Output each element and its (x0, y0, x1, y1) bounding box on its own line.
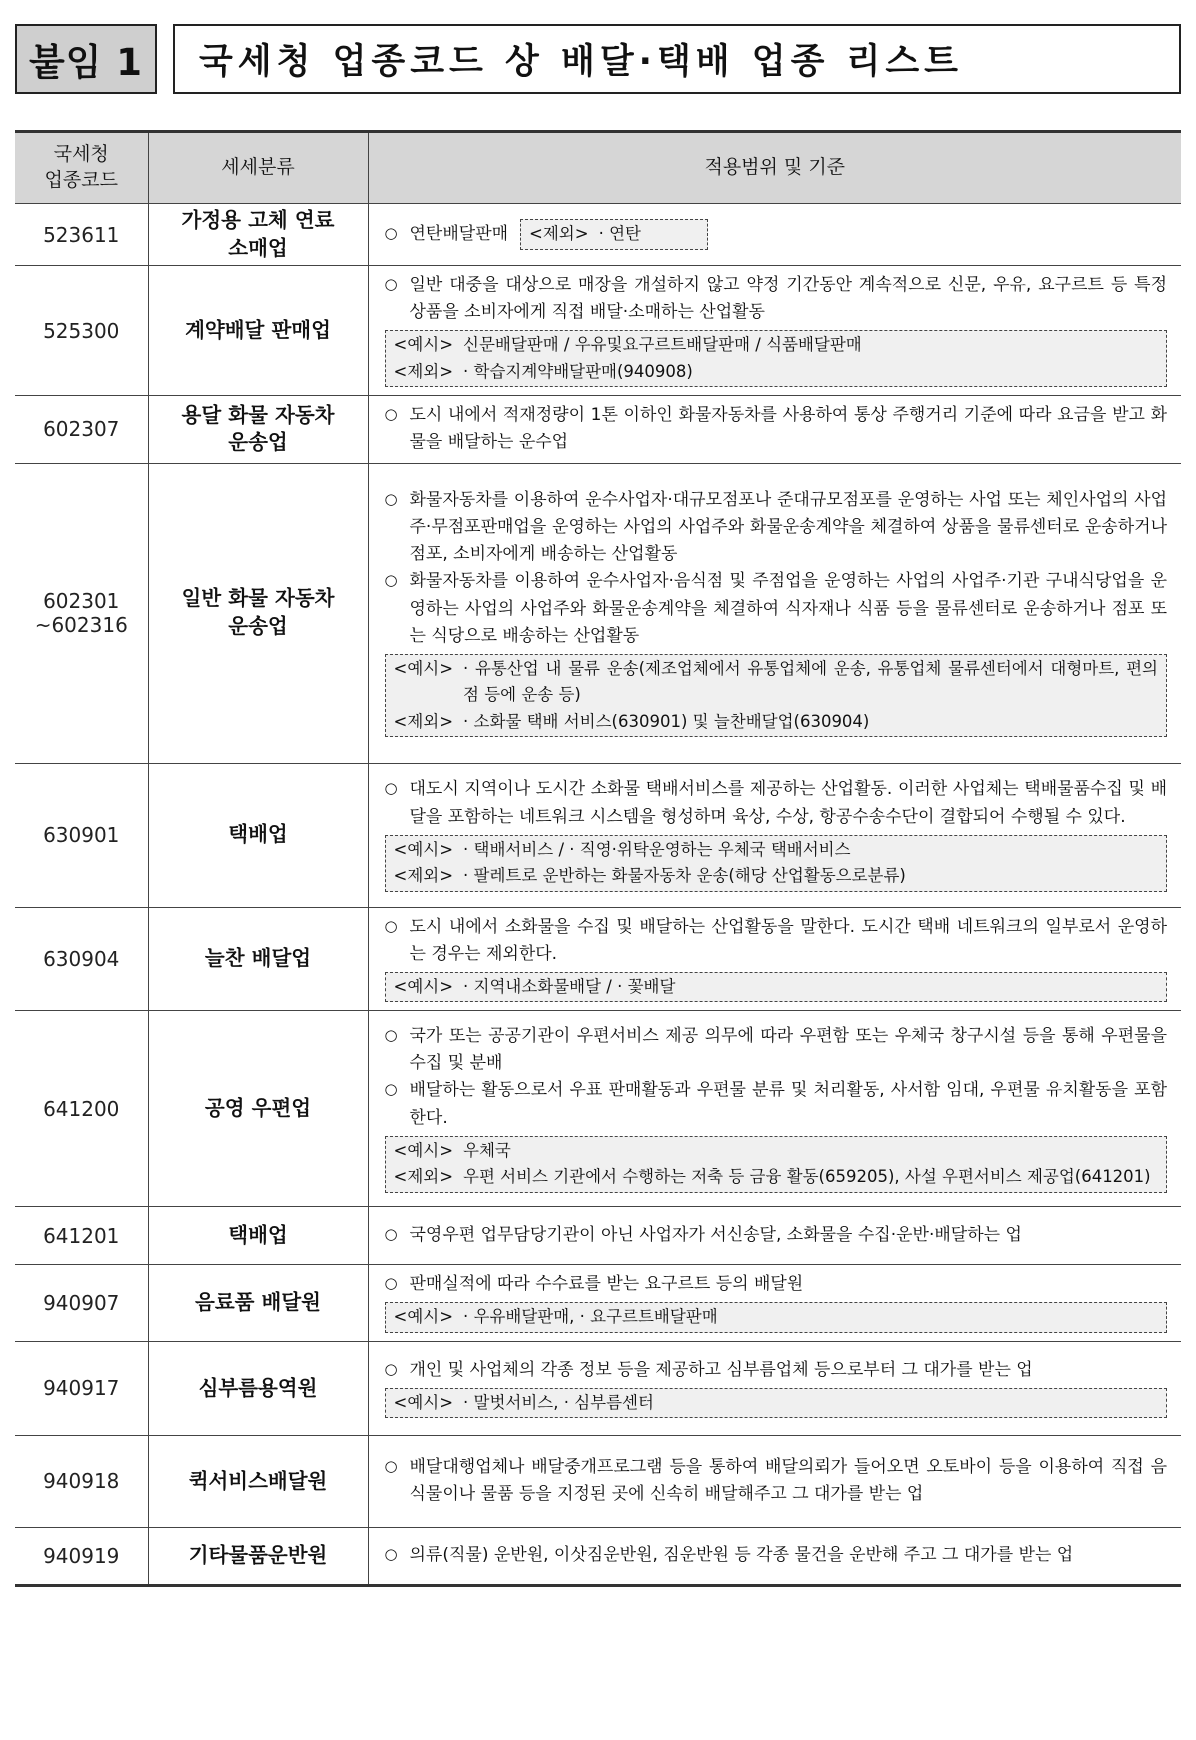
criteria-bullet: ○ 국영우편 업무담당기관이 아닌 사업자가 서신송달, 소화물을 수집·운반·배달하는 업 (385, 1222, 1168, 1249)
box-line (394, 837, 1159, 863)
column-header-code: 국세청 업종코드 (15, 132, 148, 204)
box-text: · 소화물 택배 서비스(630901) 및 늘찬배달업(630904) (463, 711, 870, 731)
box-label: <예시> (393, 335, 454, 355)
criteria-bullet: ○ 도시 내에서 적재정량이 1톤 이하인 화물자동차를 사용하여 통상 주행거리 기준에 따라 요금을 받고 화물을 배달하는 운수업 (385, 402, 1168, 456)
industry-classification: 기타물품운반원 (148, 1527, 368, 1585)
criteria-bullet: ○ 화물자동차를 이용하여 운수사업자·음식점 및 주점업을 운영하는 사업의 사업주·기관 구내식당업을 운영하는 사업의 사업주와 화물운송계약을 체결하여 식자재나 식품 등을 물류센터로 운송하거나 점포 또는 식당으로 배송하는 산업활동 (385, 568, 1168, 650)
scope-criteria (368, 204, 1181, 266)
document-title: 국세청 업종코드 상 배달·택배 업종 리스트 (173, 24, 1181, 94)
scope-criteria (368, 1011, 1181, 1207)
criteria-bullet: ○ 일반 대중을 대상으로 매장을 개설하지 않고 약정 기간동안 계속적으로 신문, 우유, 요구르트 등 특정 상품을 소비자에게 직접 배달·소매하는 산업활동 (385, 272, 1168, 326)
box-text: 우편 서비스 기관에서 수행하는 저축 등 금융 활동(659205), 사설 우편서비스 제공업(641201) (463, 1167, 1151, 1187)
table-row (15, 1527, 1181, 1585)
example-exclusion-box (385, 654, 1168, 737)
box-line (394, 863, 1159, 889)
industry-classification: 용달 화물 자동차 운송업 (148, 396, 368, 463)
industry-classification: 택배업 (148, 1207, 368, 1265)
table-row (15, 396, 1181, 463)
scope-criteria (368, 763, 1181, 907)
table-row (15, 1341, 1181, 1435)
criteria-bullet: ○ 배달대행업체나 배달중개프로그램 등을 통하여 배달의뢰가 들어오면 오토바이 등을 이용하여 직접 음식물이나 물품 등을 지정된 곳에 신속히 배달해주고 그 대가를 받는 업 (385, 1454, 1168, 1508)
box-line (394, 332, 1159, 358)
industry-code: 940919 (15, 1527, 148, 1585)
industry-code: 525300 (15, 266, 148, 396)
table-row (15, 266, 1181, 396)
box-label: <제외> (393, 1167, 454, 1187)
box-line (394, 974, 1159, 1000)
industry-classification: 공영 우편업 (148, 1011, 368, 1207)
box-label: <제외> (393, 361, 454, 381)
box-label: <예시> (393, 976, 454, 996)
industry-code: 940917 (15, 1341, 148, 1435)
box-line (394, 1138, 1159, 1164)
example-exclusion-box (385, 835, 1168, 892)
industry-code: 940907 (15, 1265, 148, 1342)
table-body (15, 204, 1181, 1586)
box-text: · 말벗서비스, · 심부름센터 (463, 1392, 654, 1412)
example-exclusion-box (520, 219, 708, 249)
industry-code: 523611 (15, 204, 148, 266)
box-text: · 택배서비스 / · 직영·위탁운영하는 우체국 택배서비스 (463, 839, 851, 859)
box-text: · 팔레트로 운반하는 화물자동차 운송(해당 산업활동으로분류) (463, 866, 906, 886)
box-text: 신문배달판매 / 우유및요구르트배달판매 / 식품배달판매 (463, 335, 862, 355)
industry-classification: 퀵서비스배달원 (148, 1435, 368, 1527)
industry-code: 630901 (15, 763, 148, 907)
industry-classification: 가정용 고체 연료 소매업 (148, 204, 368, 266)
scope-criteria (368, 396, 1181, 463)
box-label: <예시> (393, 1140, 454, 1160)
criteria-bullet: ○ 개인 및 사업체의 각종 정보 등을 제공하고 심부름업체 등으로부터 그 대가를 받는 업 (385, 1357, 1168, 1384)
table-row (15, 763, 1181, 907)
table-header-row (15, 132, 1181, 204)
box-line (394, 1390, 1159, 1416)
box-label: <예시> (393, 1392, 454, 1412)
scope-criteria (368, 266, 1181, 396)
table-row (15, 1435, 1181, 1527)
table-row (15, 1011, 1181, 1207)
column-header-scope: 적용범위 및 기준 (368, 132, 1181, 204)
box-line (394, 709, 1159, 735)
box-line (394, 359, 1159, 385)
criteria-bullet: ○ 배달하는 활동으로서 우표 판매활동과 우편물 분류 및 처리활동, 사서함 임대, 우편물 유치활동을 포함한다. (385, 1077, 1168, 1131)
box-label: <예시> (393, 1307, 454, 1327)
table-row (15, 1265, 1181, 1342)
industry-classification: 늘찬 배달업 (148, 907, 368, 1011)
criteria-bullet: ○ 대도시 지역이나 도시간 소화물 택배서비스를 제공하는 산업활동. 이러한 사업체는 택배물품수집 및 배달을 포함하는 네트워크 시스템을 형성하며 육상, 수상, 항공수송수단이 결합되어 수행될 수 있다. (385, 776, 1168, 830)
box-text: · 학습지계약배달판매(940908) (463, 361, 693, 381)
example-exclusion-box (385, 330, 1168, 387)
criteria-bullet: ○ 국가 또는 공공기관이 우편서비스 제공 의무에 따라 우편함 또는 우체국 창구시설 등을 통해 우편물을 수집 및 분배 (385, 1023, 1168, 1077)
industry-code: 602301 ~602316 (15, 463, 148, 763)
table-row (15, 204, 1181, 266)
industry-classification: 음료품 배달원 (148, 1265, 368, 1342)
box-text: 우체국 (463, 1140, 511, 1160)
box-line (394, 1164, 1159, 1190)
box-line (394, 1304, 1159, 1330)
box-label: <제외> (393, 866, 454, 886)
example-exclusion-box (385, 1302, 1168, 1332)
industry-code: 940918 (15, 1435, 148, 1527)
table-row (15, 1207, 1181, 1265)
industry-classification: 계약배달 판매업 (148, 266, 368, 396)
box-line (394, 656, 1159, 709)
criteria-bullet: ○ 도시 내에서 소화물을 수집 및 배달하는 산업활동을 말한다. 도시간 택배 네트워크의 일부로서 운영하는 경우는 제외한다. (385, 914, 1168, 968)
industry-code: 641200 (15, 1011, 148, 1207)
column-header-classification: 세세분류 (148, 132, 368, 204)
criteria-bullet: ○ 연탄배달판매 (385, 221, 509, 248)
box-label: <제외> (529, 224, 589, 244)
example-exclusion-box (385, 972, 1168, 1002)
industry-classification: 심부름용역원 (148, 1341, 368, 1435)
scope-criteria (368, 1341, 1181, 1435)
box-text: · 연탄 (598, 224, 641, 244)
industry-code: 630904 (15, 907, 148, 1011)
criteria-bullet: ○ 화물자동차를 이용하여 운수사업자·대규모점포나 준대규모점포를 운영하는 사업 또는 체인사업의 사업주·무점포판매업을 운영하는 사업의 사업주와 화물운송계약을 체결하여 상품을 물류센터로 운송하거나 점포, 소비자에게 배송하는 산업활동 (385, 487, 1168, 569)
box-text: · 우유배달판매, · 요구르트배달판매 (463, 1307, 718, 1327)
scope-criteria (368, 1207, 1181, 1265)
box-label: <예시> (393, 839, 454, 859)
scope-criteria (368, 1527, 1181, 1585)
criteria-bullet: ○ 판매실적에 따라 수수료를 받는 요구르트 등의 배달원 (385, 1271, 1168, 1298)
industry-classification: 택배업 (148, 763, 368, 907)
document-header (15, 24, 1181, 94)
industry-code: 641201 (15, 1207, 148, 1265)
example-exclusion-box (385, 1388, 1168, 1418)
table-row (15, 907, 1181, 1011)
scope-criteria (368, 1435, 1181, 1527)
industry-code-table (15, 130, 1181, 1587)
scope-criteria (368, 1265, 1181, 1342)
table-row (15, 463, 1181, 763)
industry-code: 602307 (15, 396, 148, 463)
attachment-tag: 붙임 1 (15, 24, 157, 94)
box-text: · 유통산업 내 물류 운송(제조업체에서 유통업체에 운송, 유통업체 물류센터에서 대형마트, 편의점 등에 운송 등) (463, 659, 1158, 705)
criteria-bullet: ○ 의류(직물) 운반원, 이삿짐운반원, 짐운반원 등 각종 물건을 운반해 주고 그 대가를 받는 업 (385, 1542, 1168, 1569)
box-label: <제외> (393, 711, 454, 731)
industry-classification: 일반 화물 자동차 운송업 (148, 463, 368, 763)
box-line (529, 221, 699, 247)
example-exclusion-box (385, 1136, 1168, 1193)
scope-criteria (368, 463, 1181, 763)
scope-criteria (368, 907, 1181, 1011)
box-label: <예시> (393, 659, 454, 678)
box-text: · 지역내소화물배달 / · 꽃배달 (463, 976, 676, 996)
